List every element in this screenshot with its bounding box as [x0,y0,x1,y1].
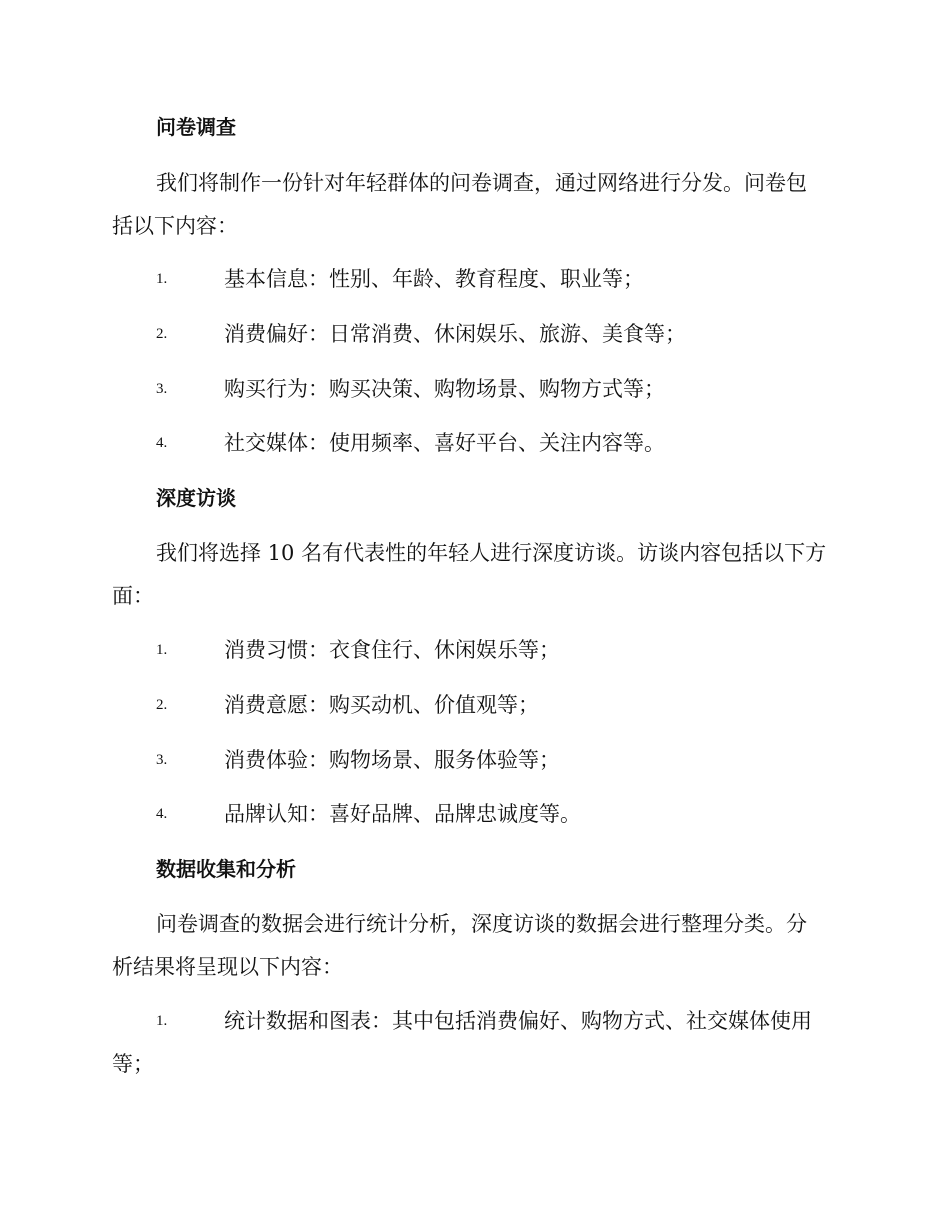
list-text: 消费偏好：日常消费、休闲娱乐、旅游、美食等； [224,322,686,346]
list-item [112,368,836,411]
list-number: 4. [156,806,168,822]
list-text: 基本信息：性别、年龄、教育程度、职业等； [224,267,644,291]
list-number: 1. [156,1013,168,1029]
list-item [112,258,836,301]
list-text: 消费习惯：衣食住行、休闲娱乐等； [224,638,560,662]
intro-line: 我们将制作一份针对年轻群体的问卷调查，通过网络进行分发。问卷包 [156,171,807,195]
list-number: 3. [156,752,168,768]
list-text: 社交媒体：使用频率、喜好平台、关注内容等。 [224,431,665,455]
list-item [112,422,836,465]
list-text-line: 统计数据和图表：其中包括消费偏好、购物方式、社交媒体使用 [224,1009,812,1033]
section-heading-questionnaire: 问卷调查 [156,115,236,139]
list-number: 2. [156,326,168,342]
list-number: 2. [156,697,168,713]
list-number: 4. [156,435,168,451]
list-text: 品牌认知：喜好品牌、品牌忠诚度等。 [224,802,581,826]
list-number: 1. [156,642,168,658]
list-text-line: 等； [112,1052,154,1076]
list-number: 3. [156,381,168,397]
section-heading-data-analysis: 数据收集和分析 [156,857,296,881]
list-item [112,629,836,672]
list-text: 消费体验：购物场景、服务体验等； [224,748,560,772]
list-item [112,739,836,782]
list-text: 消费意愿：购买动机、价值观等； [224,693,539,717]
section-heading-interview: 深度访谈 [156,486,236,510]
list-item [112,313,836,356]
list-item [112,684,836,727]
list-item [112,1000,836,1086]
intro-line: 我们将选择 10 名有代表性的年轻人进行深度访谈。访谈内容包括以下方 [156,541,827,565]
section-intro-questionnaire [112,162,836,248]
list-item [112,793,836,836]
section-intro-data-analysis [112,903,836,989]
intro-line: 析结果将呈现以下内容： [112,955,343,979]
intro-line: 面： [112,584,154,608]
intro-line: 问卷调查的数据会进行统计分析，深度访谈的数据会进行整理分类。分 [156,912,807,936]
section-intro-interview [112,532,836,618]
intro-line: 括以下内容： [112,214,238,238]
list-text: 购买行为：购买决策、购物场景、购物方式等； [224,377,665,401]
list-number: 1. [156,271,168,287]
list-text [112,1000,836,1086]
